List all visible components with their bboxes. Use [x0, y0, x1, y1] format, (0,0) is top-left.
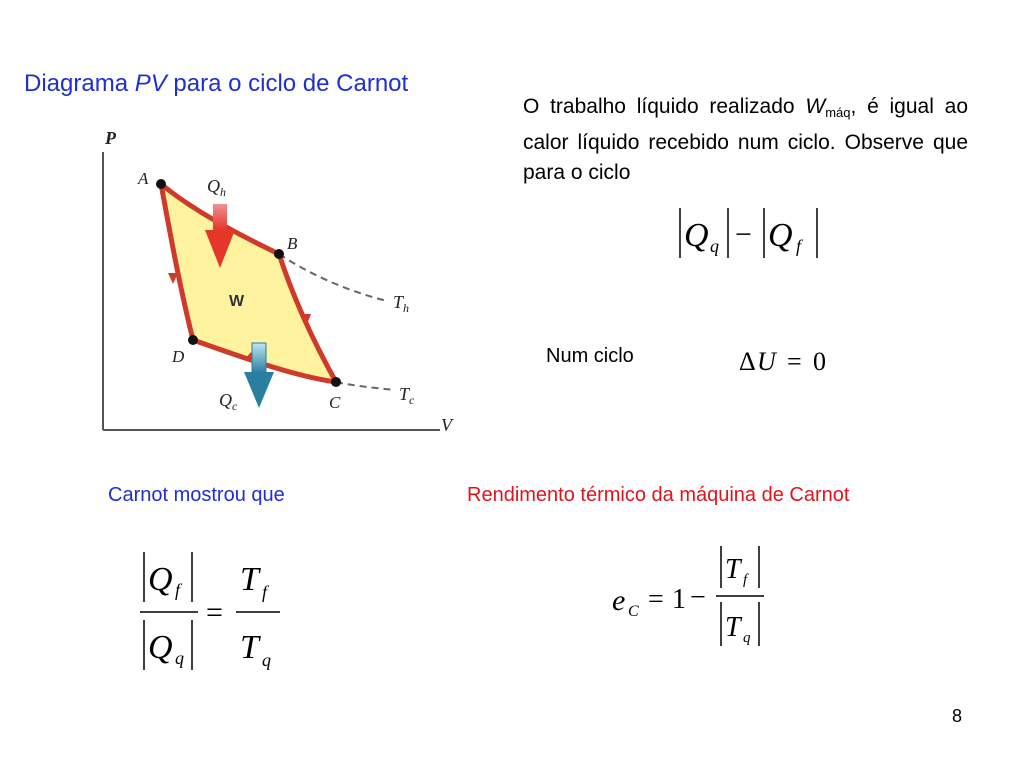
svg-text:T: T: [725, 554, 741, 585]
w-symbol: W: [805, 95, 826, 118]
cycle-region: [161, 184, 336, 382]
point-c-label: C: [329, 393, 341, 412]
qc-label: $Q_c$: [219, 390, 238, 413]
svg-text:Q: Q: [768, 217, 793, 254]
v-axis-label: V: [441, 415, 452, 435]
svg-text:Q: Q: [684, 217, 709, 254]
svg-text:q: q: [743, 630, 751, 646]
svg-text:e: e: [612, 584, 626, 617]
qh-label: $Q_h$: [207, 176, 226, 199]
page-number: 8: [951, 706, 962, 726]
svg-text:Δ: Δ: [739, 347, 756, 376]
svg-text:1: 1: [672, 584, 686, 615]
svg-text:T: T: [240, 629, 259, 666]
svg-text:=: =: [648, 584, 664, 615]
svg-text:0: 0: [813, 347, 826, 376]
efficiency-equation: [608, 540, 778, 655]
svg-text:=: =: [206, 596, 223, 629]
point-b-dot: [274, 249, 284, 259]
paragraph-part1: O trabalho líquido realizado: [523, 95, 806, 118]
carnot-ratio-equation: [136, 546, 286, 676]
svg-text:−: −: [690, 582, 706, 613]
w-subscript: máq: [825, 105, 851, 120]
net-heat-equation: [672, 204, 832, 262]
title-suffix: para o ciclo de Carnot: [166, 70, 409, 97]
point-a-label: A: [138, 169, 149, 188]
svg-text:f: f: [796, 236, 802, 256]
svg-text:Q: Q: [148, 561, 173, 598]
th-label: $T_h$: [393, 292, 410, 315]
point-c-dot: [331, 377, 341, 387]
isotherm-tc: [336, 382, 395, 390]
title-pv: PV: [134, 70, 167, 97]
point-d-label: D: [172, 347, 185, 366]
tc-label: $T_c$: [399, 384, 415, 407]
net-work-paragraph: [523, 92, 968, 188]
slide-title: [24, 70, 408, 98]
work-label: W: [229, 293, 245, 310]
svg-text:T: T: [725, 612, 741, 643]
svg-text:Q: Q: [148, 629, 173, 666]
num-ciclo-label: Num ciclo: [546, 345, 634, 367]
delta-u-equation: [735, 340, 835, 380]
svg-text:f: f: [743, 572, 748, 588]
svg-text:q: q: [262, 650, 271, 670]
point-a-dot: [156, 179, 166, 189]
point-d-dot: [188, 335, 198, 345]
svg-text:q: q: [175, 648, 184, 668]
title-prefix: Diagrama: [24, 70, 135, 97]
pv-diagram: [95, 118, 485, 438]
svg-text:T: T: [240, 561, 259, 598]
arrow-da: [168, 273, 178, 284]
efficiency-label: Rendimento térmico da máquina de Carnot: [467, 484, 850, 506]
svg-text:−: −: [735, 218, 752, 251]
svg-text:U: U: [757, 347, 776, 376]
svg-text:f: f: [175, 580, 181, 600]
p-axis-label: P: [105, 128, 116, 148]
svg-text:q: q: [710, 236, 719, 256]
point-b-label: B: [287, 234, 298, 253]
paragraph-part2: , é igual ao calor líquido recebido num ciclo. Observe que para o ciclo: [523, 95, 968, 184]
svg-text:=: =: [787, 347, 802, 376]
svg-text:C: C: [628, 603, 639, 620]
svg-text:f: f: [262, 582, 268, 602]
carnot-label: Carnot mostrou que: [108, 484, 285, 506]
